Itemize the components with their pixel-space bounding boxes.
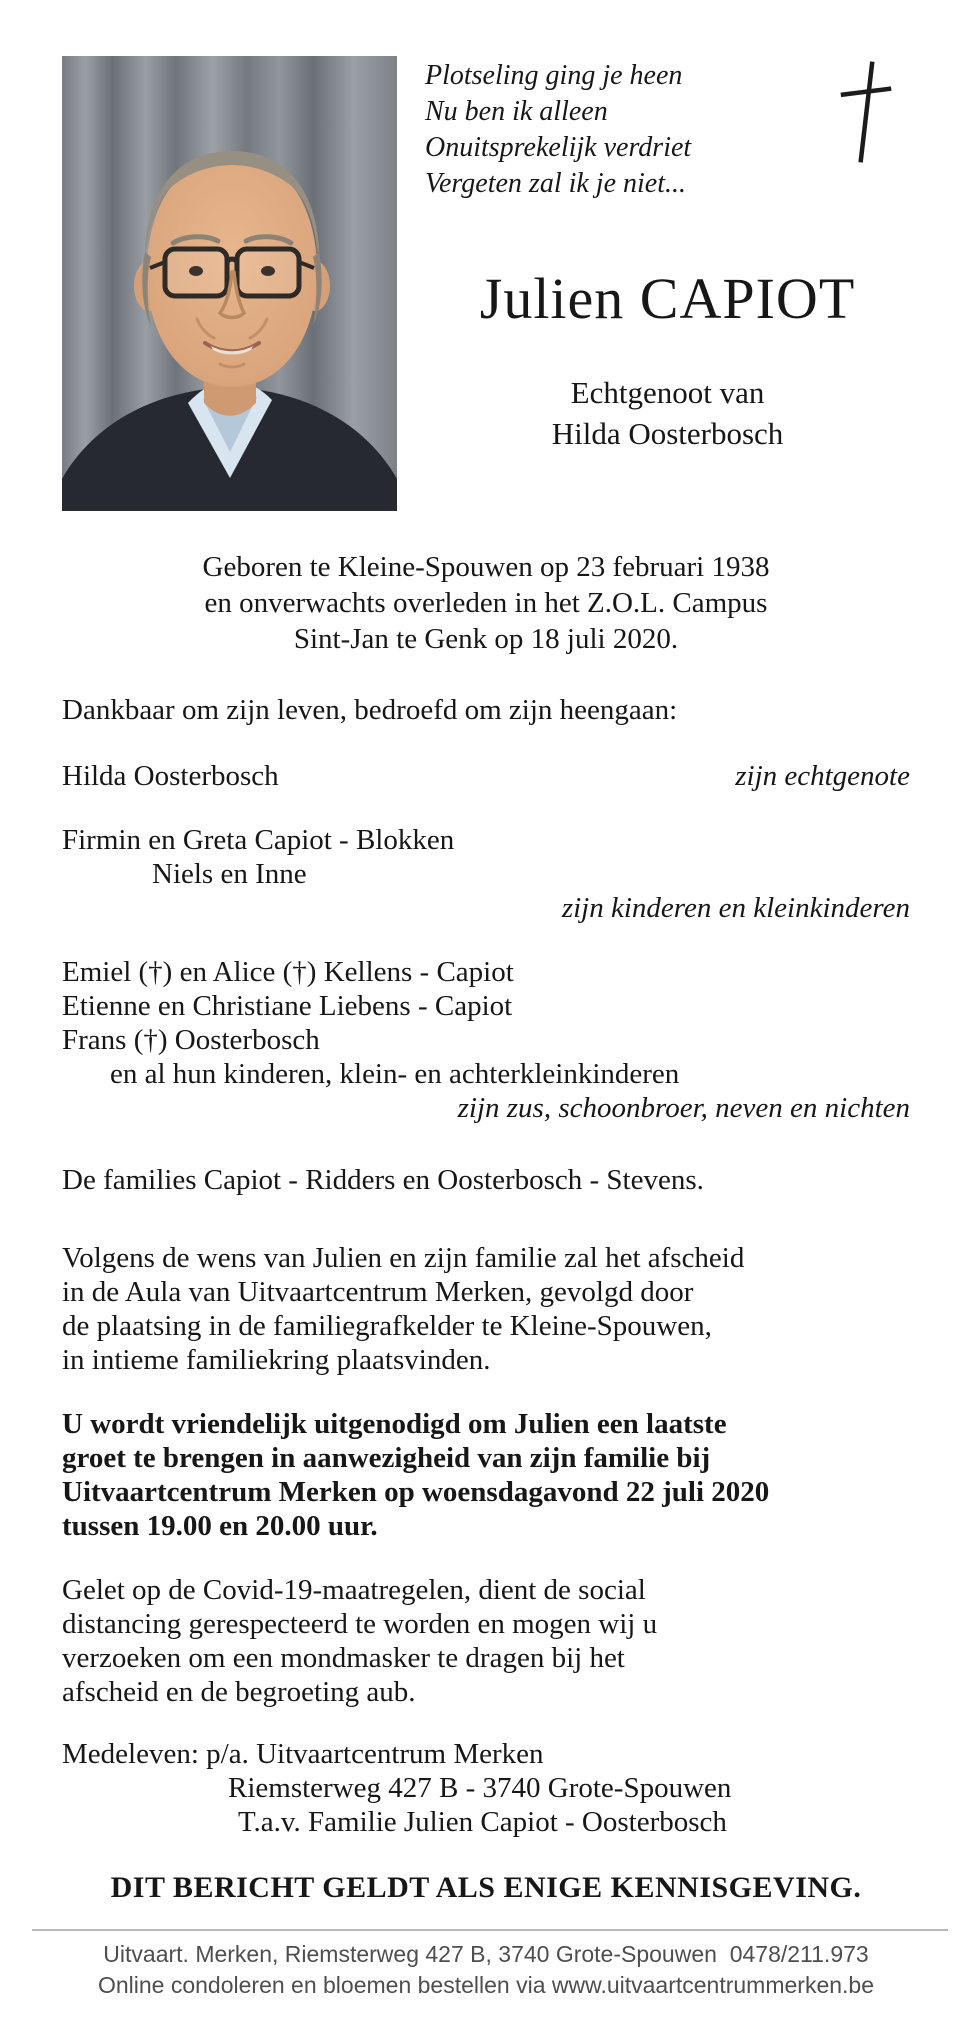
gratitude-line: Dankbaar om zijn leven, bedroefd om zijn heengaan: [62,694,678,726]
family-name-line: Etienne en Christiane Liebens - Capiot [62,990,513,1022]
paragraph-line: U wordt vriendelijk uitgenodigd om Julien een laatste [62,1408,727,1440]
subtitle-spouse-name: Hilda Oosterbosch [551,416,784,451]
poem-line: Onuitsprekelijk verdriet [425,132,692,163]
paragraph-line: distancing gerespecteerd te worden en mogen wij u [62,1608,658,1640]
family-entry-children [62,823,910,925]
paragraph-line: verzoeken om een mondmasker te dragen bij het [62,1642,625,1674]
invitation-paragraph [62,1407,910,1543]
paragraph-line: Uitvaartcentrum Merken op woensdagavond 22 juli 2020 [62,1476,770,1508]
birth-death-announcement [62,549,910,657]
paragraph-line: groet te brengen in aanwezigheid van zijn familie bij [62,1442,711,1474]
family-name-line: Firmin en Greta Capiot - Blokken [62,824,455,856]
spouse-subtitle [425,372,910,454]
condolence-line: Riemsterweg 427 B - 3740 Grote-Spouwen [228,1772,732,1804]
family-name-line: Emiel (†) en Alice (†) Kellens - Capiot [62,956,514,988]
farewell-paragraph [62,1241,910,1377]
condolence-line: Medeleven: p/a. Uitvaartcentrum Merken [62,1738,544,1770]
condolence-address [62,1737,910,1839]
condolence-line: T.a.v. Familie Julien Capiot - Oosterbosch [238,1806,727,1838]
paragraph-line: tussen 19.00 en 20.00 uur. [62,1510,378,1542]
footer [62,1931,910,2015]
poem-row [425,56,910,202]
portrait-photo [62,56,397,511]
family-name-line: Frans (†) Oosterbosch [62,1024,320,1056]
footer-contact-line: Uitvaart. Merken, Riemsterweg 427 B, 3740 Grote-Spouwen 0478/211.973 [103,1941,869,1967]
paragraph-line: afscheid en de begroeting aub. [62,1676,416,1708]
announcement-line: en onverwachts overleden in het Z.O.L. Campus [204,587,768,619]
portrait-illustration [62,56,397,511]
children-relation: zijn kinderen en kleinkinderen [561,892,910,924]
header-right-column [425,56,910,511]
footer-website-line: Online condoleren en bloemen bestellen via www.uitvaartcentrummerken.be [97,1972,875,1998]
family-entry-spouse [62,759,910,793]
memorial-poem [425,56,691,202]
families-line: De families Capiot - Ridders en Oosterbosch - Stevens. [62,1164,704,1196]
closing-notice: DIT BERICHT GELDT ALS ENIGE KENNISGEVING. [110,1871,862,1904]
spouse-relation: zijn echtgenote [735,760,910,792]
deceased-name: Julien CAPIOT [479,266,856,331]
paragraph-line: in de Aula van Uitvaartcentrum Merken, gevolgd door [62,1276,694,1308]
poem-line: Plotseling ging je heen [425,60,683,91]
paragraph-line: Volgens de wens van Julien en zijn familie zal het afscheid [62,1242,745,1274]
announcement-line: Sint-Jan te Genk op 18 juli 2020. [293,623,679,655]
header-section [62,56,910,511]
covid-paragraph [62,1573,910,1709]
paragraph-line: Gelet op de Covid-19-maatregelen, dient de social [62,1574,646,1606]
family-name-line: en al hun kinderen, klein- en achterkleinkinderen [110,1058,680,1090]
cross-icon [830,58,902,174]
announcement-line: Geboren te Kleine-Spouwen op 23 februari 1938 [202,551,770,583]
poem-line: Vergeten zal ik je niet... [425,168,686,199]
siblings-relation: zijn zus, schoonbroer, neven en nichten [457,1092,910,1124]
subtitle-relation-line: Echtgenoot van [570,375,765,410]
family-name-line: Niels en Inne [152,858,307,890]
poem-line: Nu ben ik alleen [425,96,608,127]
paragraph-line: in intieme familiekring plaatsvinden. [62,1344,491,1376]
family-entry-siblings [62,955,910,1125]
spouse-name: Hilda Oosterbosch [62,760,279,792]
paragraph-line: de plaatsing in de familiegrafkelder te Kleine-Spouwen, [62,1310,712,1342]
